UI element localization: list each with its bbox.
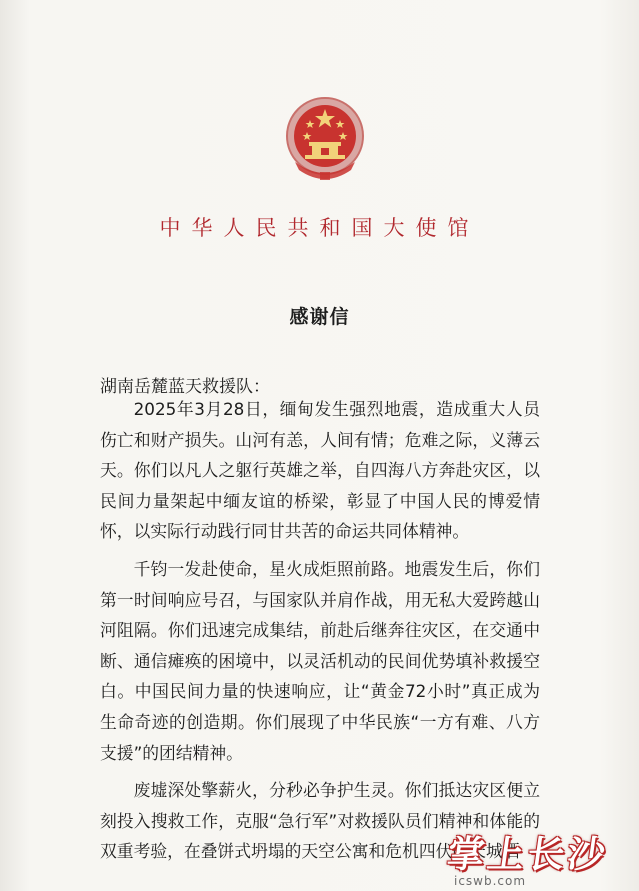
letter-paragraph-3: 废墟深处擎薪火，分秒必争护生灵。你们抵达灾区便立刻投入搜救工作，克服“急行军”对救援队员们精神和体能的双重考验，在叠饼式坍塌的天空公寓和危机四伏的长城酒 — [100, 780, 540, 862]
letter-paragraph-2: 千钧一发赴使命，星火成炬照前路。地震发生后，你们第一时间响应号召，与国家队并肩作战，用无私大爱跨越山河阻隔。你们迅速完成集结，前赴后继奔往灾区，在交通中断、通信瘫痪的困境中，以灵活机动的民间优势填补救援空白。中国民间力量的快速响应，让“黄金72小时”真正成为生命奇迹的创造期。你们展现了中华民族“一方有难、八方支援”的团结精神。 — [100, 558, 540, 763]
letter-body — [100, 394, 540, 874]
watermark-name: 掌上长沙 — [444, 833, 611, 876]
organization-name: 中华人民共和国大使馆 — [159, 216, 480, 240]
letter-title: 感谢信 — [289, 306, 350, 328]
national-emblem-icon — [283, 92, 367, 184]
watermark-logo — [418, 824, 618, 888]
letter-salutation: 湖南岳麓蓝天救援队： — [100, 377, 270, 397]
watermark-url: icswb.com — [454, 874, 527, 888]
letter-paragraph-1: 2025年3月28日，缅甸发生强烈地震，造成重大人员伤亡和财产损失。山河有恙，人间有情；危难之际，义薄云天。你们以凡人之躯行英雄之举，自四海八方奔赴灾区，以民间力量架起中缅友谊的桥梁，彰显了中国人民的博爱情怀，以实际行动践行同甘共苦的命运共同体精神。 — [100, 399, 540, 542]
